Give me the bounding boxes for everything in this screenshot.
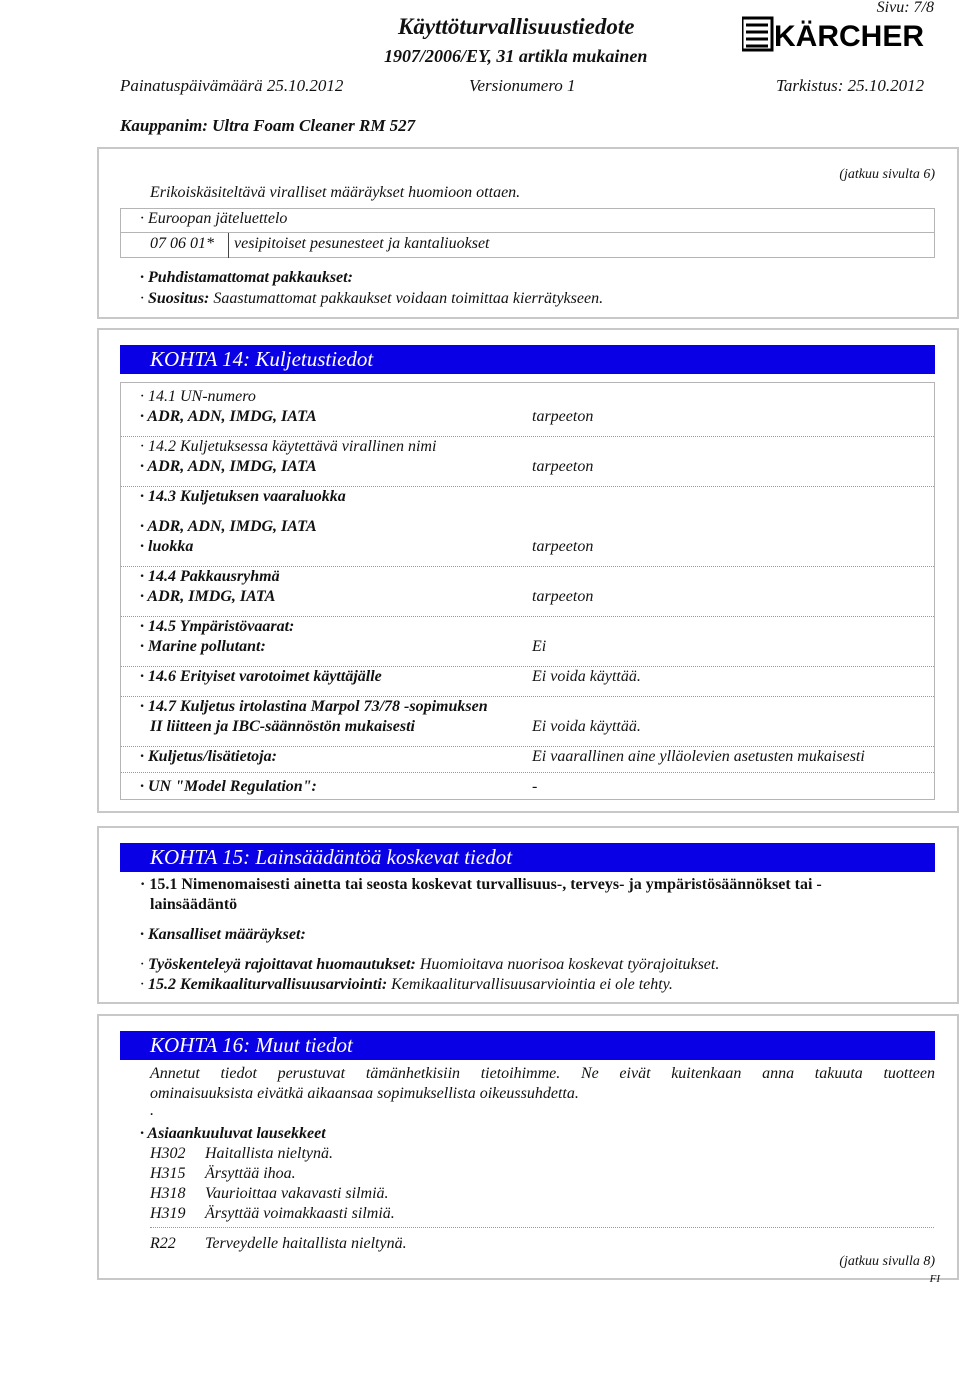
separator — [150, 1227, 934, 1228]
r-phrase-text: Terveydelle haitallista nieltynä. — [205, 1235, 407, 1252]
special-precautions-value: Ei voida käyttää. — [532, 668, 641, 685]
document-subtitle: 1907/2006/EY, 31 artikla mukainen — [384, 46, 648, 66]
separator — [121, 666, 934, 667]
h-phrase-text: Ärsyttää voimakkaasti silmiä. — [205, 1205, 395, 1222]
un-number-label: · 14.1 UN-numero — [140, 388, 256, 405]
work-restrictions: · Työskenteleyä rajoittavat huomautukset: Huomioitava nuorisoa koskevat työrajoitukset. — [140, 956, 720, 973]
section16-title: KOHTA 16: Muut tiedot — [120, 1031, 935, 1060]
transport-extra-value: Ei vaarallinen aine ylläolevien asetusten mukaisesti — [532, 748, 865, 765]
disclaimer-line-2: ominaisuuksista eivätkä aikaansaa sopimuksellista oikeussuhdetta. — [150, 1085, 579, 1102]
section14-title: KOHTA 14: Kuljetustiedot — [120, 345, 935, 374]
separator — [121, 772, 934, 773]
karcher-logo — [742, 16, 948, 52]
packing-group-modes: · ADR, IMDG, IATA — [140, 588, 276, 605]
bulk-transport-value: Ei voida käyttää. — [532, 718, 641, 735]
packing-group-label: · 14.4 Pakkausryhmä — [140, 568, 280, 585]
r-phrase-code: R22 — [150, 1235, 176, 1252]
section15-title: KOHTA 15: Lainsäädäntöä koskevat tiedot — [120, 843, 935, 872]
class-label: · luokka — [140, 538, 194, 555]
packaging-title: · Puhdistamattomat pakkaukset: — [140, 269, 353, 286]
model-regulation-value: - — [532, 778, 538, 795]
h-phrase-code: H318 — [150, 1185, 186, 1202]
document-title: Käyttöturvallisuustiedote — [398, 14, 635, 39]
logo-wordmark: KÄRCHER — [774, 20, 924, 52]
packing-group-value: tarpeeton — [532, 588, 594, 605]
regulation-specific-label-2: lainsäädäntö — [150, 896, 238, 913]
language-code: FI — [929, 1273, 940, 1285]
class-value: tarpeeton — [532, 538, 594, 555]
page-number: Sivu: 7/8 — [876, 0, 934, 16]
shipping-name-modes: · ADR, ADN, IMDG, IATA — [140, 458, 317, 475]
h-phrase-code: H319 — [150, 1205, 186, 1222]
separator — [121, 566, 934, 567]
version-number: Versionumero 1 — [469, 76, 576, 95]
transport-extra-label: · Kuljetus/lisätietoja: — [140, 748, 277, 765]
bulk-transport-label: · 14.7 Kuljetus irtolastina Marpol 73/78 -sopimuksen — [140, 698, 488, 715]
model-regulation-label: · UN "Model Regulation": — [140, 778, 317, 795]
separator — [121, 616, 934, 617]
shipping-name-value: tarpeeton — [532, 458, 594, 475]
separator — [121, 696, 934, 697]
marine-pollutant-value: Ei — [532, 638, 547, 655]
separator — [121, 746, 934, 747]
waste-list-title: · Euroopan jäteluettelo — [140, 210, 288, 227]
disposal-intro: Erikoiskäsiteltävä viralliset määräykset huomioon ottaen. — [150, 184, 521, 201]
env-hazards-label: · 14.5 Ympäristövaarat: — [140, 618, 295, 635]
print-date: Painatuspäivämäärä 25.10.2012 — [120, 76, 344, 95]
regulation-specific-label: · 15.1 Nimenomaisesti ainetta tai seosta koskevat turvallisuus-, terveys- ja ympäristösäännökset tai - — [140, 876, 822, 893]
waste-code-divider — [228, 233, 229, 258]
revision-date: Tarkistus: 25.10.2012 — [776, 76, 925, 95]
continued-from: (jatkuu sivulta 6) — [839, 167, 935, 182]
shipping-name-label: · 14.2 Kuljetuksessa käytettävä virallinen nimi — [140, 438, 437, 455]
h-phrase-text: Ärsyttää ihoa. — [205, 1165, 296, 1182]
national-regulations: · Kansalliset määräykset: — [140, 926, 306, 943]
waste-code: 07 06 01* — [150, 235, 214, 252]
continued-to: (jatkuu sivulla 8) — [839, 1254, 935, 1269]
un-number-value: tarpeeton — [532, 408, 594, 425]
waste-description: vesipitoiset pesunesteet ja kantaliuokset — [234, 235, 490, 252]
hazard-class-label: · 14.3 Kuljetuksen vaaraluokka — [140, 488, 346, 505]
bulk-transport-label-2: II liitteen ja IBC-säännöstön mukaisesti — [150, 718, 415, 735]
disclaimer-dot: . — [150, 1102, 154, 1119]
disclaimer-line-1: Annetut tiedot perustuvat tämänhetkisiin tietoihimme. Ne eivät kuitenkaan anna takuuta tuotteen — [150, 1065, 935, 1082]
h-phrase-text: Vaurioittaa vakavasti silmiä. — [205, 1185, 389, 1202]
special-precautions-label: · 14.6 Erityiset varotoimet käyttäjälle — [140, 668, 382, 685]
relevant-phrases-title: · Asiaankuuluvat lausekkeet — [140, 1125, 326, 1142]
separator — [121, 486, 934, 487]
product-name: Kauppanim: Ultra Foam Cleaner RM 527 — [120, 116, 416, 135]
chemical-safety-assessment: · 15.2 Kemikaaliturvallisuusarviointi: Kemikaaliturvallisuusarviointia ei ole tehty. — [140, 976, 673, 993]
h-phrase-code: H315 — [150, 1165, 186, 1182]
packaging-recommendation: · Suositus: Saastumattomat pakkaukset voidaan toimittaa kierrätykseen. — [140, 290, 604, 307]
h-phrase-text: Haitallista nieltynä. — [205, 1145, 333, 1162]
separator — [121, 436, 934, 437]
un-number-modes: · ADR, ADN, IMDG, IATA — [140, 408, 317, 425]
h-phrase-code: H302 — [150, 1145, 186, 1162]
marine-pollutant-label: · Marine pollutant: — [140, 638, 266, 655]
karcher-logo-graphic — [742, 16, 948, 52]
hazard-class-modes: · ADR, ADN, IMDG, IATA — [140, 518, 317, 535]
